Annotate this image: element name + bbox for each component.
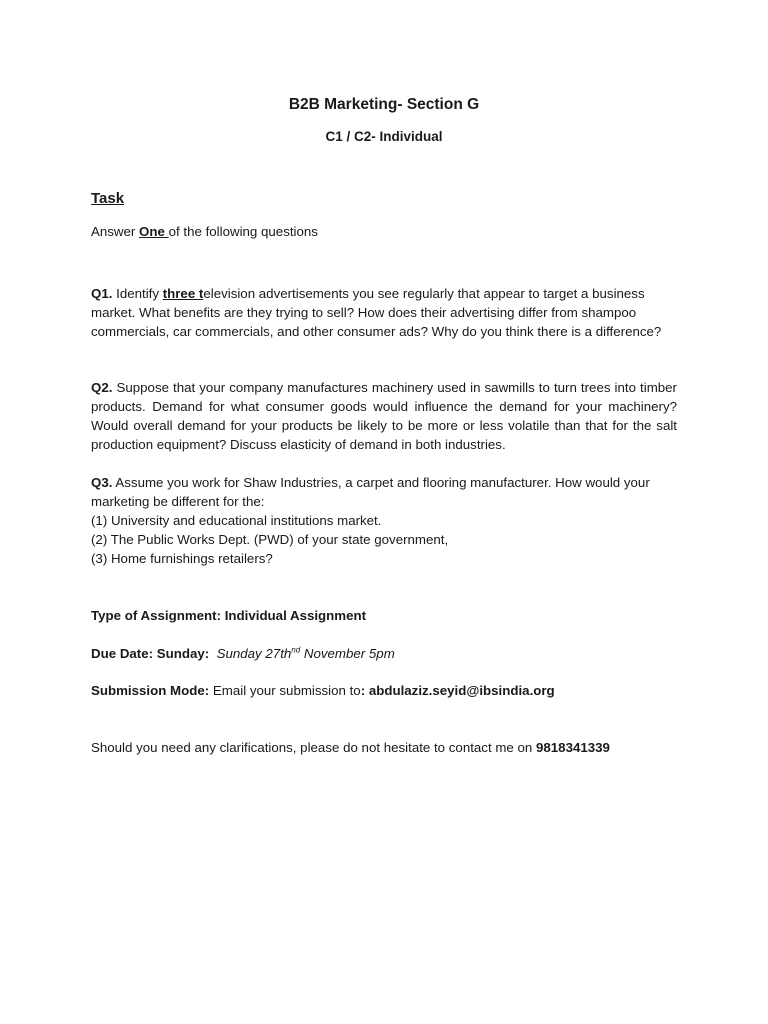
- document-title: B2B Marketing- Section G: [288, 96, 480, 113]
- contact-phone: 9818341339: [536, 740, 610, 755]
- instruction-emphasis: One: [139, 224, 169, 239]
- submission-email: : abdulaziz.seyid@ibsindia.org: [360, 683, 555, 698]
- question-1-pre: Identify: [112, 286, 163, 301]
- question-2: [91, 378, 677, 454]
- question-3-item: (3) Home furnishings retailers?: [91, 551, 273, 566]
- question-3: [91, 473, 677, 568]
- question-3-item: (2) The Public Works Dept. (PWD) of your state government,: [91, 532, 449, 547]
- question-1-text: elevision advertisements you see regularly that appear to target a business market. What benefits are they trying to sell? How does their advertising differ from shampoo commercials, car commercials, and other consumer ads? Why do you think there is a difference?: [91, 286, 662, 339]
- due-date-superscript: nd: [291, 645, 301, 655]
- question-3-item: (1) University and educational institutions market.: [91, 513, 382, 528]
- submission-text: Email your submission to: [209, 683, 361, 698]
- question-1: [91, 284, 677, 341]
- due-date-value: Sunday 27th: [216, 646, 292, 661]
- task-heading: Task: [91, 190, 125, 207]
- submission-line: [91, 681, 677, 700]
- question-2-label: Q2.: [91, 380, 113, 395]
- due-date-line: [91, 644, 677, 663]
- instruction-suffix: of the following questions: [168, 224, 318, 239]
- submission-label: Submission Mode:: [91, 683, 210, 698]
- due-date-label: Due Date: Sunday:: [91, 646, 210, 661]
- due-date-value-end: November 5pm: [300, 646, 395, 661]
- document-subtitle: C1 / C2- Individual: [325, 129, 443, 144]
- instruction-line: [91, 222, 677, 241]
- question-3-label: Q3.: [91, 475, 113, 490]
- question-2-text: Suppose that your company manufactures machinery used in sawmills to turn trees into timber products. Demand for what consumer goods would influence the demand for your machinery? Would overall demand for your products be likely to be more or less volatile than that for the salt production equipment? Discuss elasticity of demand in both industries.: [91, 380, 677, 452]
- contact-line: [91, 738, 691, 757]
- instruction-prefix: Answer: [91, 224, 140, 239]
- question-1-emphasis: three t: [162, 286, 204, 301]
- question-1-label: Q1.: [91, 286, 113, 301]
- question-3-text: Assume you work for Shaw Industries, a carpet and flooring manufacturer. How would your marketing be different for the:: [91, 475, 650, 509]
- contact-text: Should you need any clarifications, please do not hesitate to contact me on: [91, 740, 536, 755]
- assignment-type: Type of Assignment: Individual Assignment: [91, 608, 367, 623]
